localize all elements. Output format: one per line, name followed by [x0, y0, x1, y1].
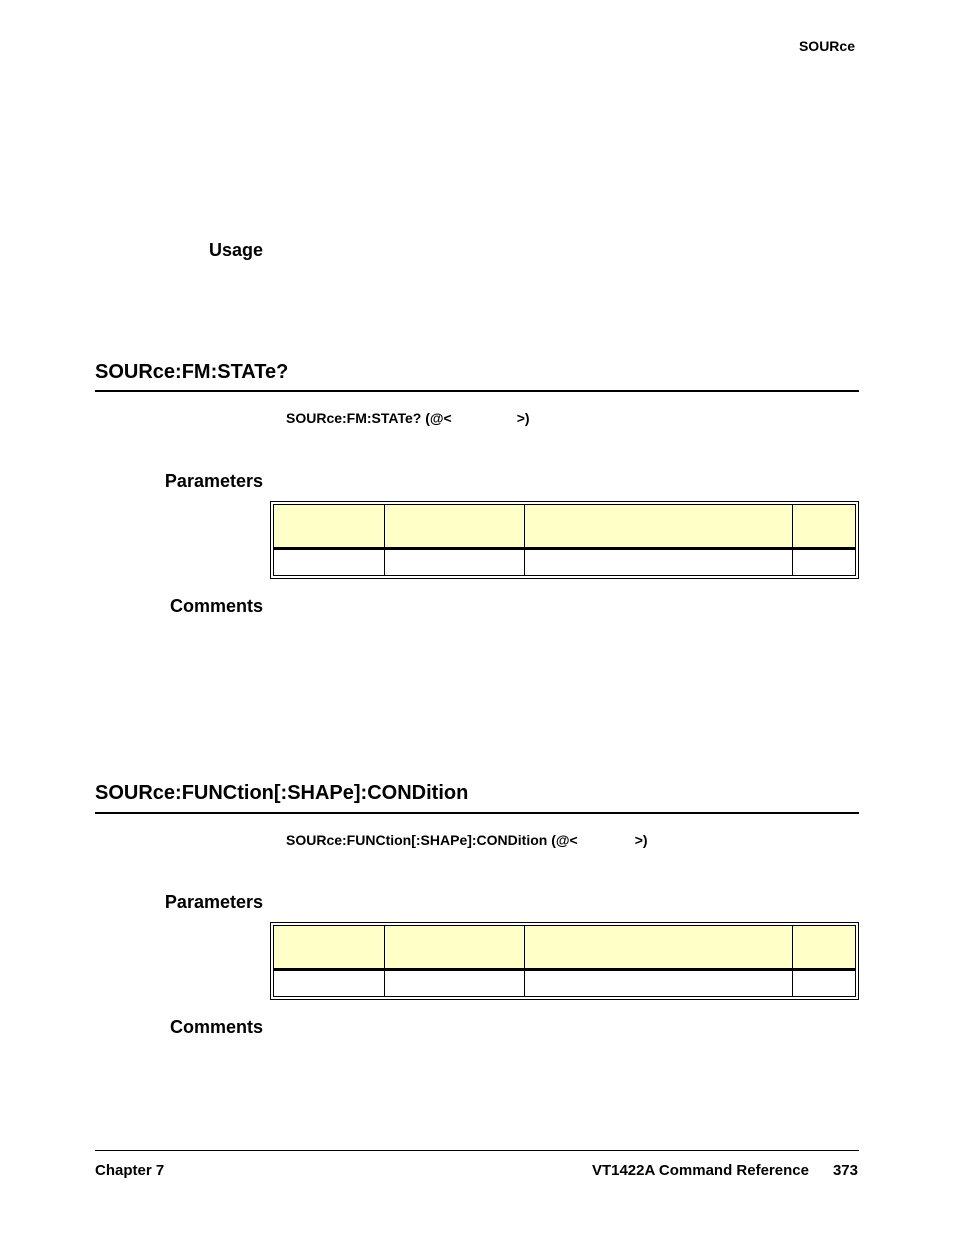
parameters-table	[270, 922, 859, 1000]
table-cell	[792, 549, 855, 576]
parameters-table	[270, 501, 859, 579]
footer-rule	[95, 1150, 859, 1151]
page-number: 373	[832, 1162, 858, 1179]
syntax-prefix: SOURce:FM:STATe? (@<	[286, 410, 452, 426]
usage-label: Usage	[208, 240, 263, 260]
table-cell	[524, 970, 792, 997]
header-cell-type	[384, 926, 524, 970]
table-header-row	[274, 505, 855, 549]
table-row	[274, 970, 855, 997]
table-cell	[274, 549, 384, 576]
header-cell-units	[792, 926, 855, 970]
section-title-fm-state: SOURce:FM:STATe?	[95, 361, 289, 383]
syntax-suffix: >)	[516, 410, 530, 426]
parameters-label: Parameters	[164, 892, 263, 912]
section-rule	[95, 390, 859, 392]
command-syntax	[286, 410, 530, 426]
syntax-prefix: SOURce:FUNCtion[:SHAPe]:CONDition (@<	[286, 832, 578, 848]
table-header-row	[274, 926, 855, 970]
table-cell	[384, 549, 524, 576]
header-cell-name	[274, 505, 384, 549]
parameters-label: Parameters	[164, 471, 263, 491]
comments-label: Comments	[169, 1017, 263, 1037]
header-cell-units	[792, 505, 855, 549]
section-rule	[95, 812, 859, 814]
header-cell-name	[274, 926, 384, 970]
footer-right	[592, 1162, 858, 1179]
section-title-function-shape-condition: SOURce:FUNCtion[:SHAPe]:CONDition	[95, 782, 469, 804]
header-cell-range	[524, 505, 792, 549]
command-syntax	[286, 832, 648, 848]
running-header: SOURce	[798, 38, 855, 54]
header-cell-range	[524, 926, 792, 970]
table-cell	[524, 549, 792, 576]
comments-label: Comments	[169, 596, 263, 616]
footer-doc-title: VT1422A Command Reference	[591, 1162, 809, 1179]
footer-chapter: Chapter 7	[95, 1162, 165, 1179]
table-cell	[792, 970, 855, 997]
table-cell	[384, 970, 524, 997]
table-row	[274, 549, 855, 576]
header-cell-type	[384, 505, 524, 549]
table-cell	[274, 970, 384, 997]
syntax-suffix: >)	[634, 832, 648, 848]
